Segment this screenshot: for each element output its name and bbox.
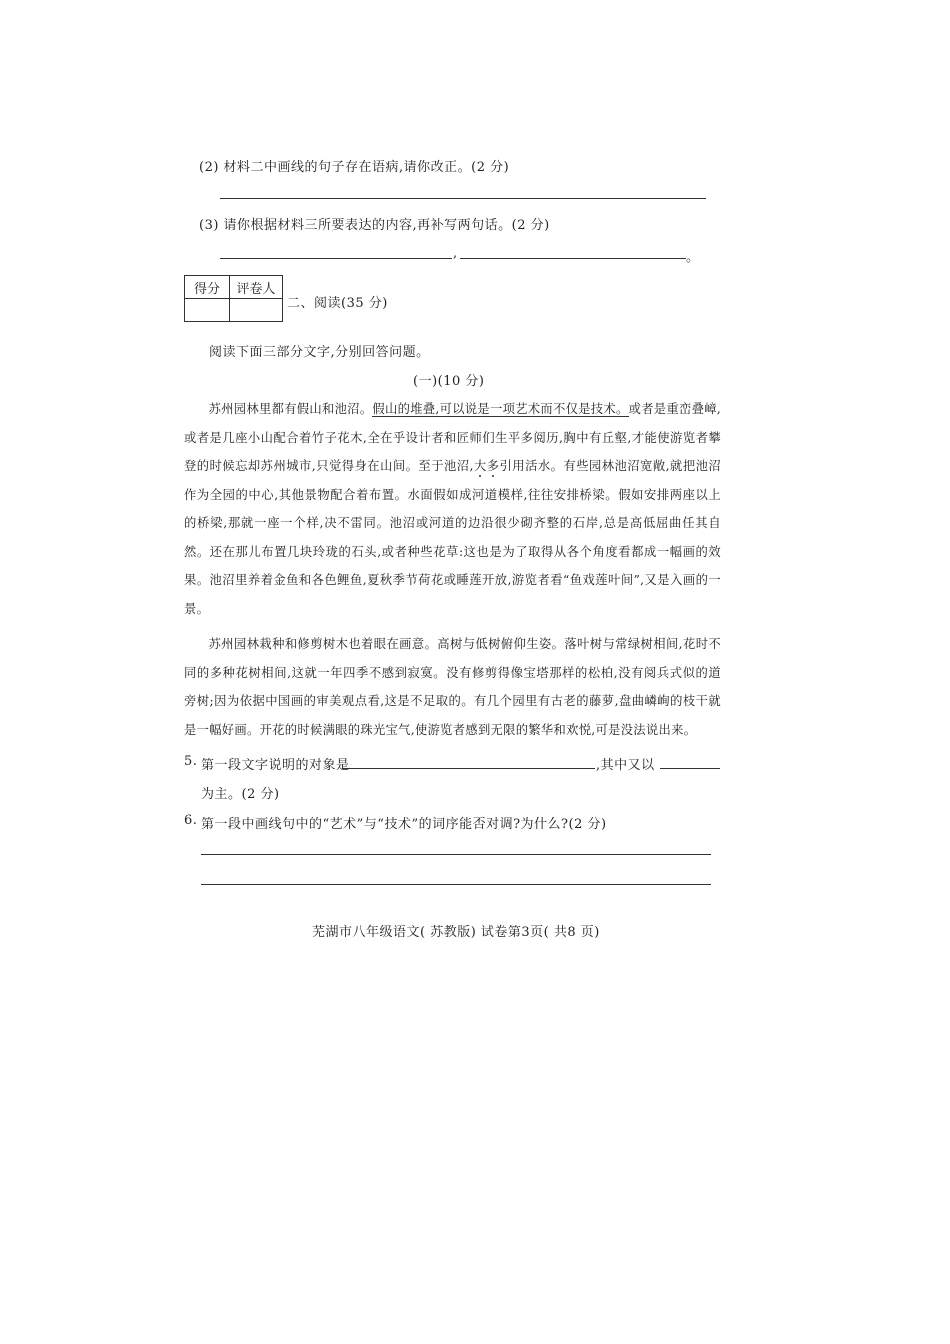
question-5-number: 5. — [184, 754, 198, 769]
section-title: 二、阅读(35 分) — [287, 296, 388, 311]
question-3-prompt: (3) 请你根据材料三所要表达的内容,再补写两句话。(2 分) — [199, 218, 550, 233]
score-table — [184, 275, 283, 322]
question-3-period: 。 — [686, 250, 700, 265]
part-title: (一)(10 分) — [413, 374, 485, 389]
question-3-answer-line-1[interactable] — [220, 258, 452, 259]
passage-paragraph-2: 苏州园林栽种和修剪树木也着眼在画意。高树与低树俯仰生姿。落叶树与常绿树相间,花时不同的多种花树相间,这就一年四季不感到寂寞。没有修剪得像宝塔那样的松柏,没有阅兵式似的道旁树;因为依据中国画的审美观点看,这是不足取的。有几个园里有古老的藤萝,盘曲嶙峋的枝干就是一幅好画。开花的时候满眼的珠光宝气,使游览者感到无限的繁华和欢悦,可是没法说出来。 — [184, 637, 721, 737]
question-5-text-a: 第一段文字说明的对象是 — [201, 758, 350, 773]
dotted-char-2: 多 — [486, 459, 500, 473]
dotted-char-1: 大 — [473, 459, 487, 473]
passage-p1-start: 苏州园林里都有假山和池沼。 — [208, 402, 373, 416]
underlined-sentence: 假山的堆叠,可以说是一项艺术而不仅是技术。 — [372, 402, 629, 416]
passage-p1-end: 引用活水。有些园林池沼宽敞,就把池沼作为全园的中心,其他景物配合着布置。水面假如成河道模样,往往安排桥梁。假如安排两座以上的桥梁,那就一座一个样,决不雷同。池沼或河道的边沿很少砌齐整的石岸,总是高低屈曲任其自然。还在那儿布置几块玲珑的石头,或者种些花草:这也是为了取得从各个角度看都成一幅画的效果。池沼里养着金鱼和各色鲤鱼,夏秋季节荷花或睡莲开放,游览者看“鱼戏莲叶间”,又是入画的一景。 — [184, 459, 721, 616]
question-5-answer-line-1[interactable] — [343, 768, 595, 769]
grader-header: 评卷人 — [230, 276, 283, 299]
reading-intro: 阅读下面三部分文字,分别回答问题。 — [209, 345, 430, 360]
score-cell[interactable] — [185, 299, 230, 322]
question-6-answer-line-2[interactable] — [201, 884, 711, 885]
grader-cell[interactable] — [230, 299, 283, 322]
question-5-text-b: ,其中又以 — [596, 758, 655, 773]
passage-p1-middle: 或者是重峦叠嶂,或者是几座小山配合着竹子花木,全在乎设计者和匠师们生平多阅历,胸中有丘壑,才能使游览者攀登的时候忘却苏州城市,只觉得身在山间。至于池沼, — [184, 402, 721, 473]
question-3-comma: , — [453, 246, 458, 261]
question-3-answer-line-2[interactable] — [460, 258, 686, 259]
score-header: 得分 — [185, 276, 230, 299]
question-6-number: 6. — [184, 813, 198, 828]
question-6-answer-line-1[interactable] — [201, 854, 711, 855]
question-5-answer-line-2[interactable] — [660, 768, 720, 769]
passage-paragraph-1 — [184, 395, 721, 623]
page-footer: 芜湖市八年级语文( 苏教版) 试卷第3页( 共8 页) — [312, 925, 600, 940]
question-2-prompt: (2) 材料二中画线的句子存在语病,请你改正。(2 分) — [199, 160, 510, 175]
question-6-text: 第一段中画线句中的“艺术”与“技术”的词序能否对调?为什么?(2 分) — [201, 817, 607, 832]
question-2-answer-line[interactable] — [220, 198, 706, 199]
question-5-text-c: 为主。(2 分) — [201, 787, 280, 802]
